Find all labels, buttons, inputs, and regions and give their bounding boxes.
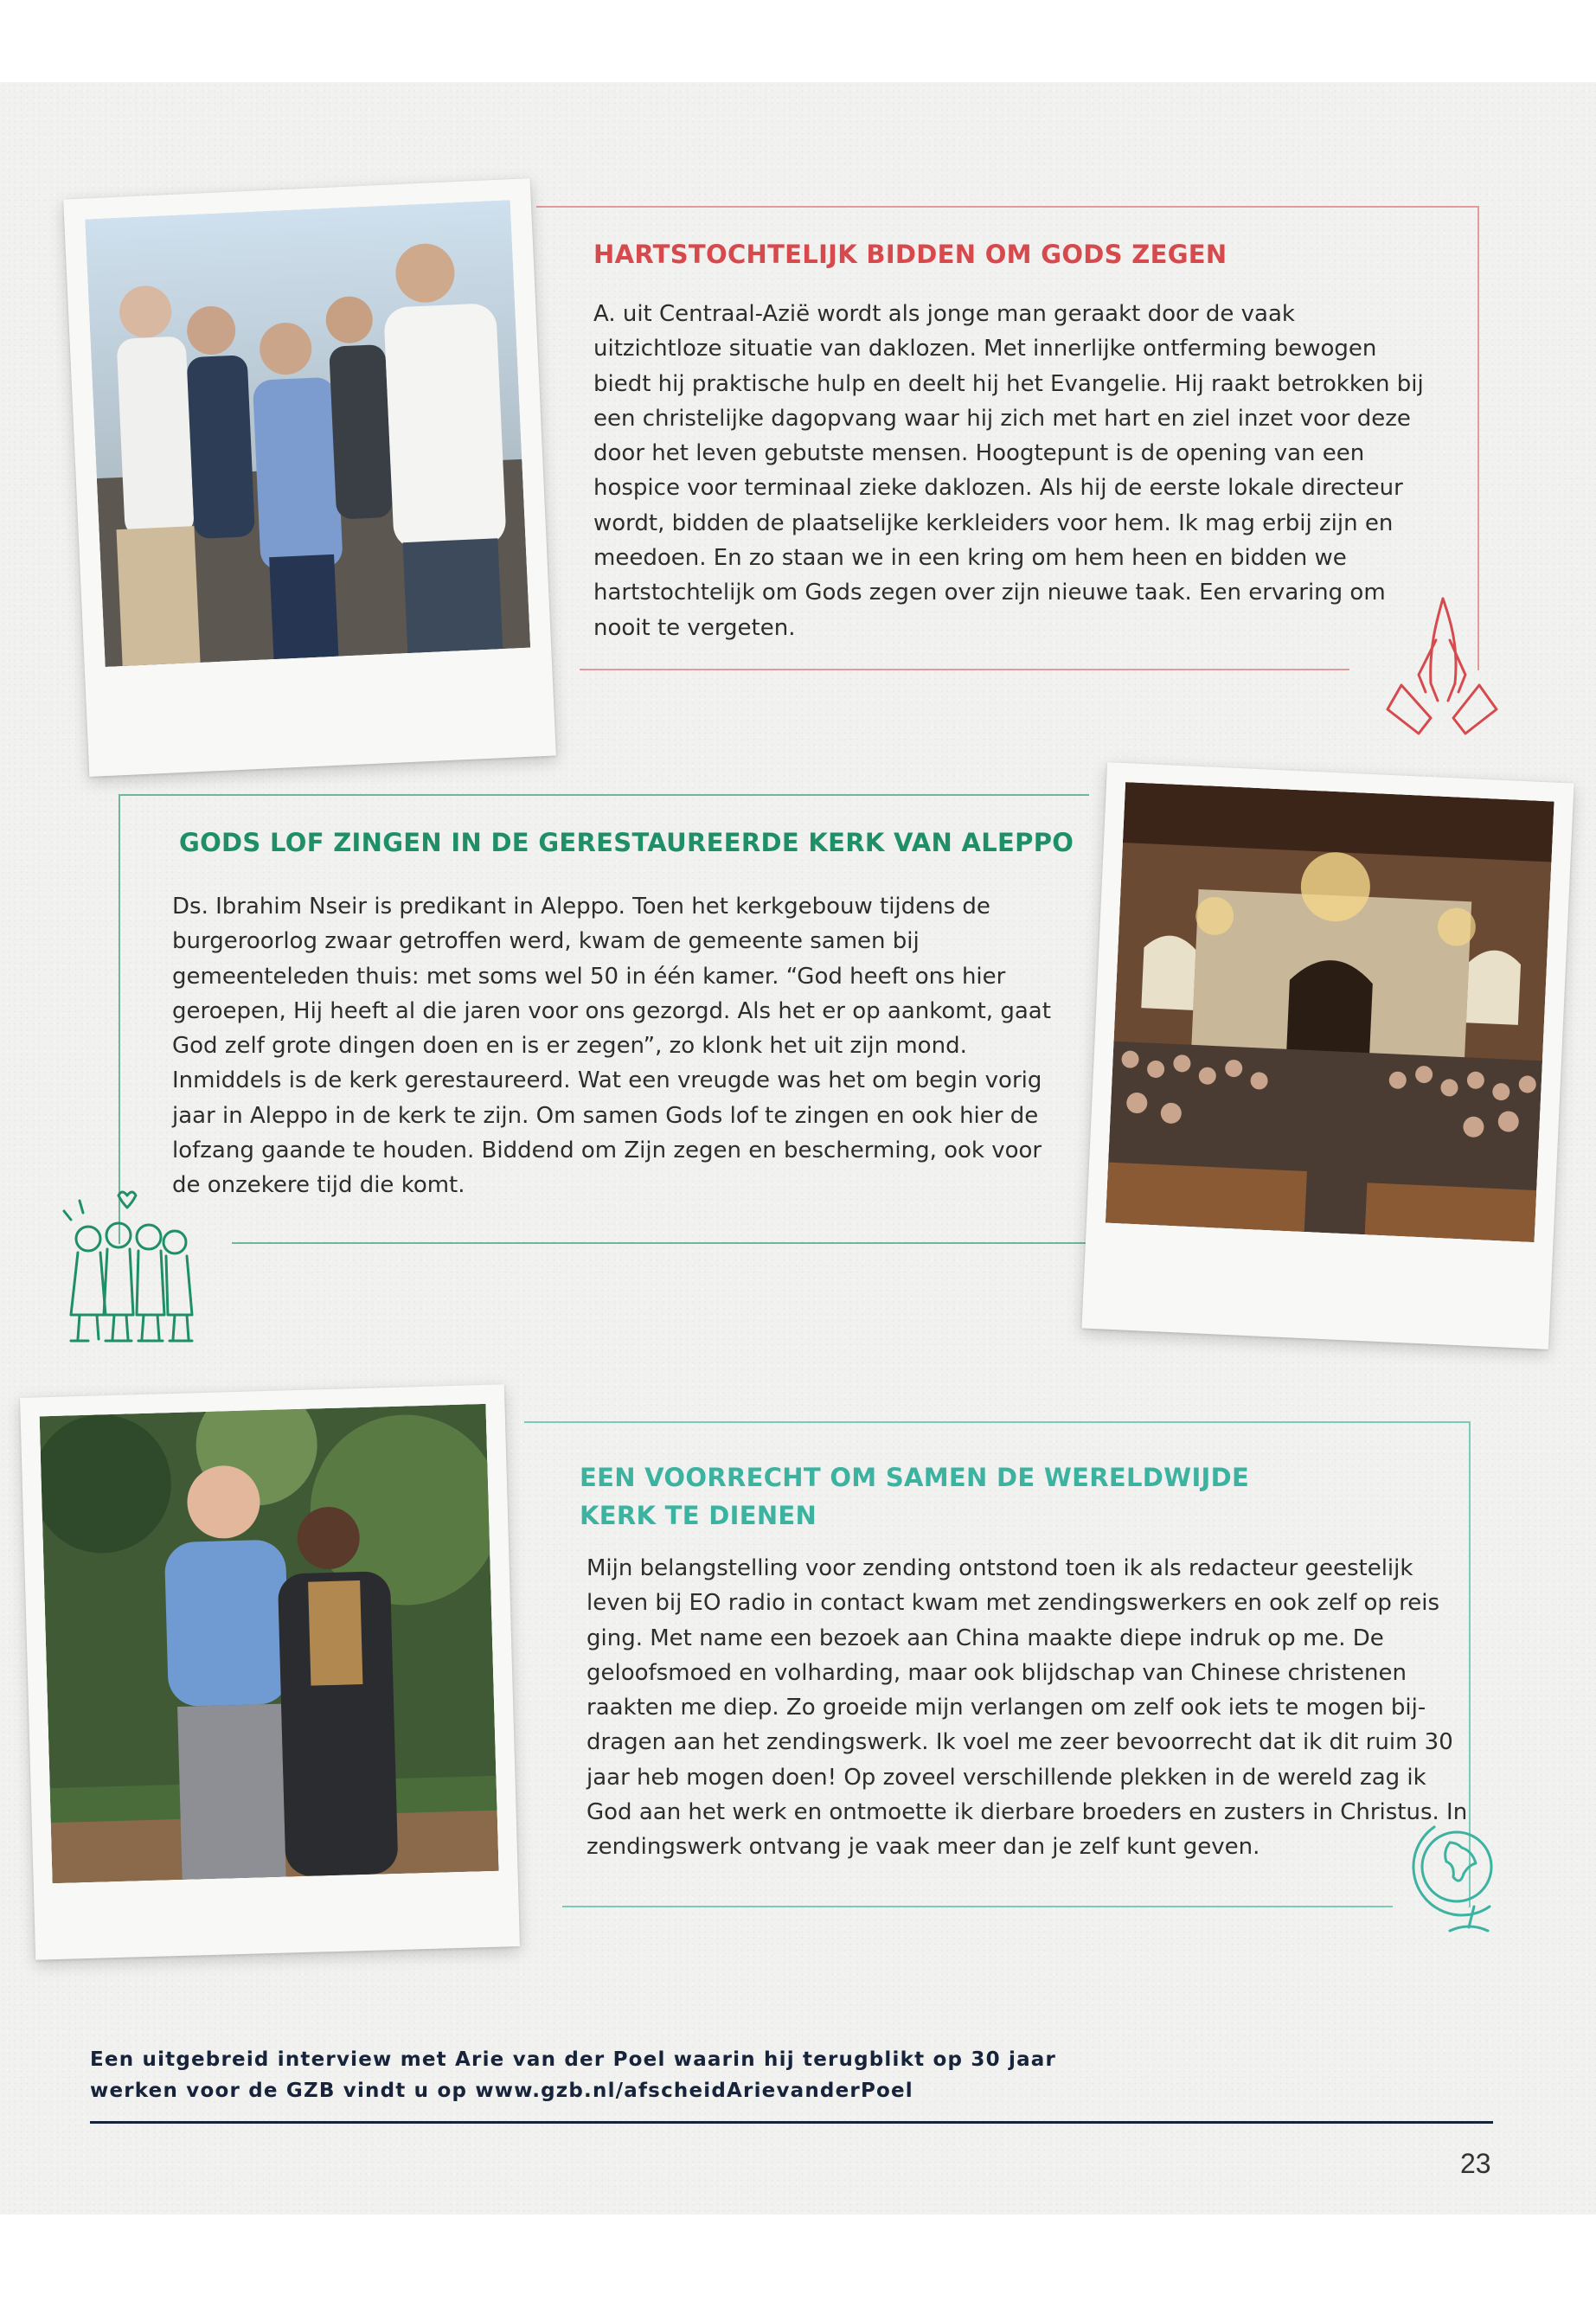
- footer-rule: [90, 2121, 1493, 2124]
- arie-portrait-image: [40, 1404, 499, 1883]
- arie-portrait-photo: [40, 1404, 499, 1883]
- aleppo-church-photo: [1106, 782, 1554, 1242]
- footer-note: [90, 2044, 1056, 2106]
- section2-bottom-rule: [232, 1242, 1088, 1244]
- footer-note-line1: Een uitgebreid interview met Arie van der Poel waarin hij terugblikt op 30 jaar: [90, 2048, 1057, 2071]
- section1-bottom-rule: [580, 669, 1349, 670]
- page-number: 23: [1460, 2148, 1491, 2179]
- section3-heading-line1: EEN VOORRECHT OM SAMEN DE WERELDWIJDE: [580, 1463, 1250, 1492]
- section2-heading: GODS LOF ZINGEN IN DE GERESTAUREERDE KERK VAN ALEPPO: [179, 828, 1074, 857]
- section3-heading-line2: KERK TE DIENEN: [580, 1501, 817, 1530]
- praying-hands-icon: [1375, 588, 1505, 744]
- section2-body: Ds. Ibrahim Nseir is predikant in Aleppo. Toen het kerkgebouw tijdens de burgeroorlog zwaar getroffen werd, kwam de gemeente samen bij gemeenteleden thuis: met soms wel 50 in één kamer. “God heeft ons hier geroepen, Hij heeft al die jaren voor ons gezorgd. Als het er op aankomt, gaat God zelf grote dingen doen en is er zegen”, zo klonk het uit zijn mond. Inmiddels is de kerk gerestaureerd. Wat een vreugde was het om begin vorig jaar in Aleppo in de kerk te zijn. Om samen Gods lof te zingen en ook hier de lofzang gaande te houden. Biddend om Zijn zegen en bescherming, ook voor de onzekere tijd die komt.: [172, 894, 1051, 1199]
- section1-heading: HARTSTOCHTELIJK BIDDEN OM GODS ZEGEN: [593, 240, 1227, 269]
- globe-icon: [1408, 1817, 1508, 1942]
- section1-body: A. uit Centraal-Azië wordt als jonge man geraakt door de vaak uitzichtloze situatie van daklozen. Met innerlijke ontferming bewogen biedt hij praktische hulp en deelt hij het Evangelie. Hij raakt betrokken bij een christelijke dagopvang waar hij zich met hart en ziel inzet voor deze door het leven gebutste mensen. Hoogtepunt is de opening van een hospice voor terminaal zieke daklozen. Als hij de eerste lokale directeur wordt, bidden de plaatselijke kerkleiders voor hem. Ik mag erbij zijn en meedoen. En zo staan we in een kring om hem heen en bidden we hartstochtelijk om Gods zegen over zijn nieuwe taak. Een ervaring om nooit te vergeten.: [593, 301, 1424, 641]
- singing-group-icon: [54, 1185, 205, 1358]
- footer-note-line2: werken voor de GZB vindt u op www.gzb.nl/afscheidArievanderPoel: [90, 2080, 913, 2102]
- prayer-circle-photo: [85, 200, 530, 667]
- prayer-circle-image: [85, 200, 530, 667]
- aleppo-church-image: [1106, 782, 1554, 1242]
- photo-polaroid-2: [1081, 762, 1574, 1349]
- photo-polaroid-1: [63, 178, 556, 777]
- section3-body: Mijn belangstelling voor zending ontstond toen ik als redacteur geestelijk leven bij EO radio in contact kwam met zendingswerkers en ook zelf op reis ging. Met name een bezoek aan China maakte diepe indruk op me. De geloofsmoed en volharding, maar ook blijdschap van Chinese christenen raakten me diep. Zo groeide mijn verlangen om zelf ook iets te mogen bij-dragen aan het zendingswerk. Ik voel me zeer bevoorrecht dat ik dit ruim 30 jaar heb mogen doen! Op zoveel verschillende plekken in de wereld zag ik God aan het werk en ontmoette ik dierbare broeders en zusters in Christus. In zendingswerk ontvang je vaak meer dan je zelf kunt geven.: [586, 1555, 1468, 1861]
- photo-polaroid-3: [20, 1384, 520, 1959]
- section3-bottom-rule: [562, 1906, 1393, 1907]
